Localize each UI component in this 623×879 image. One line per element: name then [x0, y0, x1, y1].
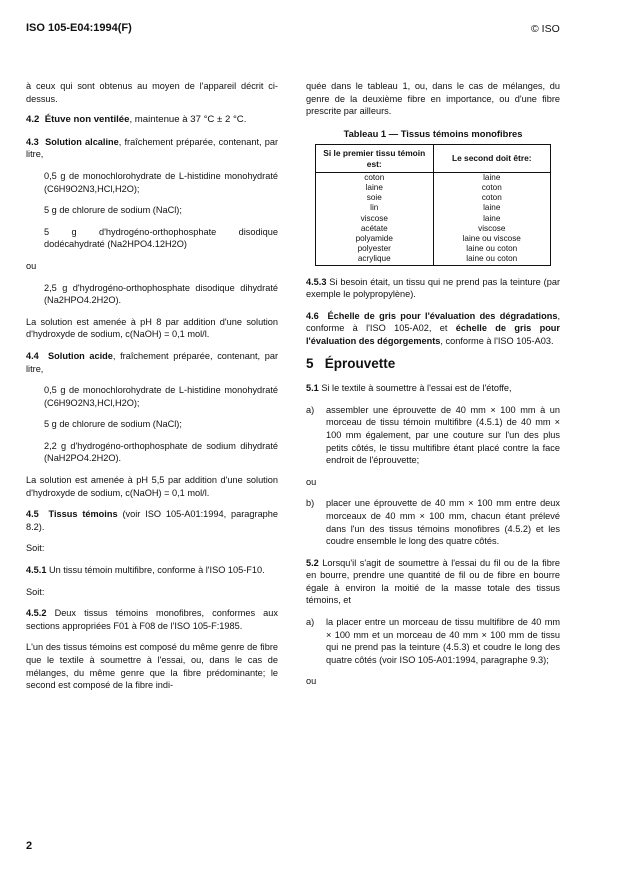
table-row: [316, 244, 551, 254]
section-4-3: [26, 136, 278, 161]
table-cell-first: polyester: [316, 244, 434, 254]
section-title: Échelle de gris pour l'évaluation des dégradations: [327, 310, 558, 321]
section-number: 5.1: [306, 383, 319, 394]
table-monofibre: [315, 144, 551, 265]
section-4-5-1: [26, 564, 278, 577]
table-cell-second: laine: [433, 172, 551, 183]
list-text: assembler une éprouvette de 40 mm × 100 mm à un morceau de tissu témoin multifibre (4.5.1) de 40 mm × 100 mm également, par une couture sur l'un des plus petits côtés, le tissu multifibre étant placé contre la face endroit de l'éprouvette;: [326, 404, 560, 466]
table-cell-second: laine ou coton: [433, 244, 551, 254]
section-4-6: [306, 310, 560, 348]
section-text: Si besoin était, un tissu qui ne prend pas la teinture (par exemple le polypropylène).: [306, 276, 560, 300]
section-4-4: [26, 350, 278, 375]
table-cell-first: polyamide: [316, 234, 434, 244]
or-text: ou: [306, 476, 317, 487]
list-text: placer une éprouvette de 40 mm × 100 mm entre deux morceaux de 40 mm × 100 mm, chacun étant prélevé dans l'un des tissus témoins monofibres (4.5.2) et les coudre ensemble le long des quatre côtés.: [326, 498, 560, 547]
table-cell-first: laine: [316, 183, 434, 193]
section-4-5: [26, 508, 278, 533]
section-text: Si le textile à soumettre à l'essai est de l'étoffe,: [318, 383, 512, 394]
table-cell-second: laine: [433, 214, 551, 224]
table-row: [316, 214, 551, 224]
section-title: échelle de gris pour l'évaluation des dégorgements: [306, 323, 560, 346]
section-text: (voir ISO 105-A01:1994, paragraphe 8.2).: [26, 509, 279, 532]
section-title: Solution acide: [48, 350, 113, 361]
section-5-1: [306, 382, 560, 395]
list-label: a): [306, 404, 315, 415]
section-text: , fraîchement préparée, contenant, par litre,: [26, 350, 279, 374]
table-cell-first: lin: [316, 203, 434, 213]
table-cell-first: soie: [316, 193, 434, 203]
ingredient-item: 0,5 g de monochlorohydrate de L-histidine monohydraté (C6H9O2N3,HCl,H2O);: [44, 385, 278, 408]
table-cell-first: viscose: [316, 214, 434, 224]
list-text: la placer entre un morceau de tissu multifibre de 40 mm × 100 mm et un morceau de 40 mm × 100 mm de tissu qui ne prend pas la teinture (4.5.3) et coudre le long des quatre côtés (voir ISO 105-A01:1994, paragraphe 9.3);: [326, 617, 560, 665]
list-item: [306, 497, 560, 547]
section-number: 4.5.2: [26, 608, 47, 619]
table-cell-second: laine ou viscose: [433, 234, 551, 244]
table-header-first: Si le premier tissu témoin est:: [316, 145, 434, 172]
table-cell-second: viscose: [433, 224, 551, 234]
section-4-5-2: [26, 607, 278, 632]
section-number: 5: [306, 355, 314, 371]
table-cell-first: acrylique: [316, 254, 434, 265]
section-4-2: [26, 114, 278, 127]
list-item: [306, 404, 560, 467]
section-text: Lorsqu'il s'agit de soumettre à l'essai du fil ou de la fibre en bourre, prendre une quantité de fil ou de fibre en bourre égale à environ la moitié de la masse totale des tissus témoins, et: [306, 557, 560, 606]
paragraph: L'un des tissus témoins est composé du même genre de fibre que le textile à soumettre à l'essai, ou, dans le cas de mélanges, du même genre que la fibre prédominante; le second est composé de la fibre indi-: [26, 642, 278, 691]
table-row: [316, 224, 551, 234]
or-text: ou: [26, 260, 37, 271]
section-title: Étuve non ventilée: [44, 114, 130, 126]
section-number: 4.5.1: [26, 565, 47, 576]
section-number: 5.2: [306, 557, 319, 568]
header-copyright: © ISO: [531, 23, 560, 35]
paragraph: La solution est amenée à pH 5,5 par addition d'une solution d'hydroxyde de sodium, c(NaOH) = 0,1 mol/l.: [26, 475, 278, 498]
section-title: Éprouvette: [324, 355, 396, 371]
section-text: Deux tissus témoins monofibres, conformes aux sections appropriées F01 à F08 de l'ISO 105-F:1985.: [26, 608, 278, 631]
soit-text: Soit:: [26, 586, 45, 597]
paragraph-continuation: à ceux qui sont obtenus au moyen de l'appareil décrit ci-dessus.: [26, 81, 278, 104]
table-row: [316, 203, 551, 213]
section-number: 4.2: [26, 114, 40, 126]
ingredient-item: 0,5 g de monochlorohydrate de L-histidine monohydraté (C6H9O2N3,HCl,H2O);: [44, 170, 278, 194]
section-title: Solution alcaline: [45, 136, 119, 147]
section-text: Un tissu témoin multifibre, conforme à l'ISO 105-F10.: [46, 565, 265, 576]
paragraph: La solution est amenée à pH 8 par addition d'une solution d'hydroxyde de sodium, c(NaOH) = 0,1 mol/l.: [26, 316, 278, 340]
section-5-2: [306, 557, 560, 607]
section-number: 4.6: [306, 310, 319, 321]
table-cell-first: acétate: [316, 224, 434, 234]
section-text: , maintenue à 37 °C ± 2 °C.: [129, 114, 247, 126]
or-text: ou: [306, 676, 317, 687]
table-row: [316, 193, 551, 203]
section-4-5-3: [306, 276, 560, 301]
ingredient-item: 5 g d'hydrogéno-orthophosphate disodique dodécahydraté (Na2HPO4.12H2O): [44, 226, 278, 250]
table-cell-second: laine ou coton: [433, 254, 551, 265]
table-row: [316, 183, 551, 193]
section-text: , conforme à l'ISO 105-A03.: [440, 335, 554, 346]
table-row: [316, 234, 551, 244]
page-number: 2: [26, 840, 33, 852]
table-row: [316, 254, 551, 265]
table-cell-second: coton: [433, 193, 551, 203]
section-number: 4.5: [26, 509, 39, 520]
list-label: b): [306, 498, 315, 509]
ingredient-item: 5 g de chlorure de sodium (NaCl);: [44, 205, 182, 216]
list-label: a): [306, 617, 315, 628]
ingredient-item: 5 g de chlorure de sodium (NaCl);: [44, 419, 182, 430]
section-title: Tissus témoins: [48, 509, 118, 520]
table-cell-first: coton: [316, 172, 434, 183]
soit-text: Soit:: [26, 543, 45, 554]
section-text: , conforme à l'ISO 105-A02, et: [306, 310, 560, 334]
section-number: 4.4: [26, 350, 39, 361]
paragraph-continuation: quée dans le tableau 1, ou, dans le cas de mélanges, du genre de la deuxième fibre en importance, ou d'une fibre prescrite par ailleurs.: [306, 81, 560, 117]
section-5-heading: [306, 355, 560, 371]
table-header-second: Le second doit être:: [433, 145, 551, 172]
header-standard-ref: ISO 105-E04:1994(F): [26, 22, 132, 34]
table-title: Tableau 1 — Tissus témoins monofibres: [343, 127, 523, 139]
table-row: [316, 172, 551, 183]
list-item: [306, 616, 560, 666]
ingredient-item: 2,5 g d'hydrogéno-orthophosphate disodique dihydraté (Na2HPO4.2H2O).: [44, 282, 278, 306]
table-cell-second: coton: [433, 183, 551, 193]
right-column: [306, 80, 560, 697]
left-column: [26, 80, 278, 701]
table-cell-second: laine: [433, 203, 551, 213]
section-number: 4.5.3: [306, 276, 327, 287]
section-number: 4.3: [26, 136, 39, 147]
ingredient-item: 2,2 g d'hydrogéno-orthophosphate de sodium dihydraté (NaH2PO4.2H2O).: [44, 440, 278, 464]
section-text: , fraîchement préparée, contenant, par litre,: [26, 136, 278, 160]
